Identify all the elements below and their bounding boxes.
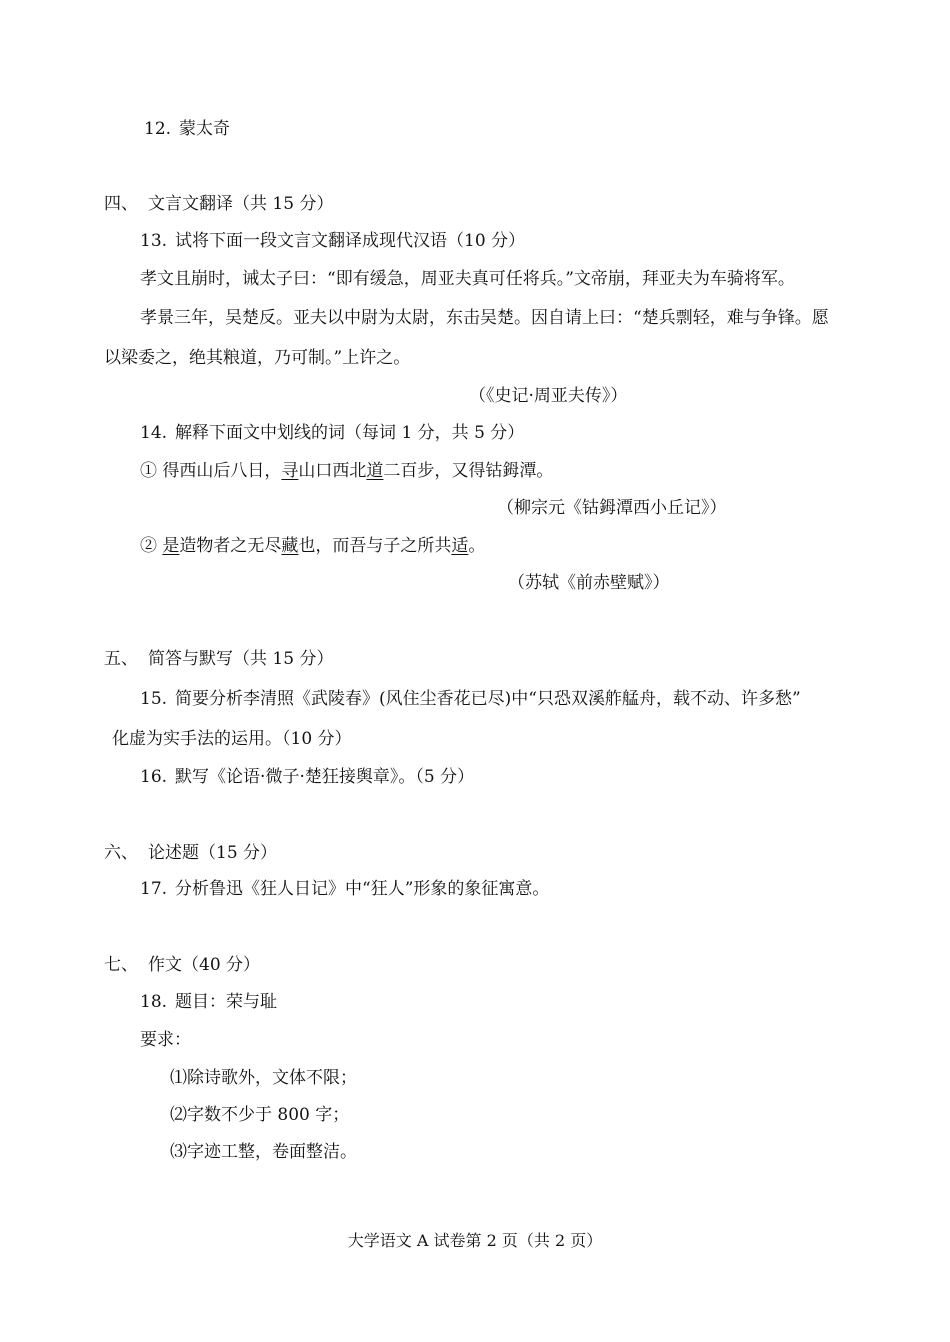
item-text: 山口西北 xyxy=(298,461,367,481)
requirement-1: ⑴除诗歌外，文体不限； xyxy=(170,1068,357,1088)
question-number: 15. xyxy=(140,689,168,709)
question-text: 简要分析李清照《武陵春》(风住尘香花已尽)中“只恐双溪舴艋舟，载不动、许多愁” xyxy=(175,689,801,709)
page-footer: 大学语文 A 试卷第 2 页（共 2 页） xyxy=(347,1231,603,1250)
passage-line-2: 孝景三年，吴楚反。亚夫以中尉为太尉，东击吴楚。因自请上曰：“楚兵剽轻，难与争锋。愿 xyxy=(140,308,829,328)
question-text: 试将下面一段文言文翻译成现代汉语（10 分） xyxy=(175,231,526,251)
question-14-prompt xyxy=(140,422,524,444)
underlined-word: 适 xyxy=(451,536,469,556)
section-4-heading xyxy=(104,193,333,215)
question-17 xyxy=(140,878,549,900)
passage-line-3: 以梁委之，绝其粮道，乃可制。”上许之。 xyxy=(104,348,411,368)
item-text: 造物者之无尽 xyxy=(179,536,282,556)
item-text: ② xyxy=(140,536,163,556)
section-number: 六、 xyxy=(104,843,138,863)
question-16 xyxy=(140,766,474,788)
question-number: 18. xyxy=(140,992,168,1012)
question-12 xyxy=(144,118,230,140)
section-6-heading xyxy=(104,842,277,864)
question-text: 蒙太奇 xyxy=(179,119,231,139)
question-14-item-1 xyxy=(140,460,553,482)
question-text: 分析鲁迅《狂人日记》中“狂人”形象的象征寓意。 xyxy=(175,879,550,899)
requirements-label: 要求： xyxy=(140,1030,191,1050)
section-7-heading xyxy=(104,954,260,976)
section-5-heading xyxy=(104,648,333,670)
section-number: 七、 xyxy=(104,955,138,975)
passage-line-1: 孝文且崩时，诫太子曰：“即有缓急，周亚夫真可任将兵。”文帝崩，拜亚夫为车骑将军。 xyxy=(140,269,795,289)
requirement-3: ⑶字迹工整，卷面整洁。 xyxy=(170,1142,357,1162)
section-title: 简答与默写（共 15 分） xyxy=(148,649,334,669)
requirement-2: ⑵字数不少于 800 字； xyxy=(170,1105,350,1125)
section-number: 四、 xyxy=(104,194,138,214)
section-title: 作文（40 分） xyxy=(148,955,261,975)
item-2-source: （苏轼《前赤壁赋》） xyxy=(508,573,670,593)
question-number: 12. xyxy=(144,119,172,139)
section-number: 五、 xyxy=(104,649,138,669)
item-text: 也，而吾与子之所共 xyxy=(298,536,452,556)
section-title: 论述题（15 分） xyxy=(148,843,278,863)
question-number: 17. xyxy=(140,879,168,899)
question-number: 13. xyxy=(140,231,168,251)
underlined-word: 是 xyxy=(162,536,180,556)
item-text: 二百步，又得钴鉧潭。 xyxy=(383,461,554,481)
question-15-line-2: 化虚为实手法的运用。（10 分） xyxy=(112,729,352,749)
question-text: 解释下面文中划线的词（每词 1 分，共 5 分） xyxy=(175,423,525,443)
question-number: 14. xyxy=(140,423,168,443)
question-text: 默写《论语·微子·楚狂接舆章》。（5 分） xyxy=(175,767,475,787)
question-18 xyxy=(140,991,277,1013)
item-1-source: （柳宗元《钴鉧潭西小丘记》） xyxy=(497,498,727,518)
item-text: 。 xyxy=(468,536,486,556)
question-text: 题目：荣与耻 xyxy=(175,992,278,1012)
question-15-line-1 xyxy=(140,688,801,710)
underlined-word: 寻 xyxy=(281,461,299,481)
section-title: 文言文翻译（共 15 分） xyxy=(148,194,334,214)
question-13-prompt xyxy=(140,230,525,252)
question-number: 16. xyxy=(140,767,168,787)
underlined-word: 道 xyxy=(366,461,384,481)
item-text: ① 得西山后八日， xyxy=(140,461,282,481)
passage-source: （《史记·周亚夫传》） xyxy=(469,386,628,406)
question-14-item-2 xyxy=(140,535,485,557)
underlined-word: 藏 xyxy=(281,536,299,556)
